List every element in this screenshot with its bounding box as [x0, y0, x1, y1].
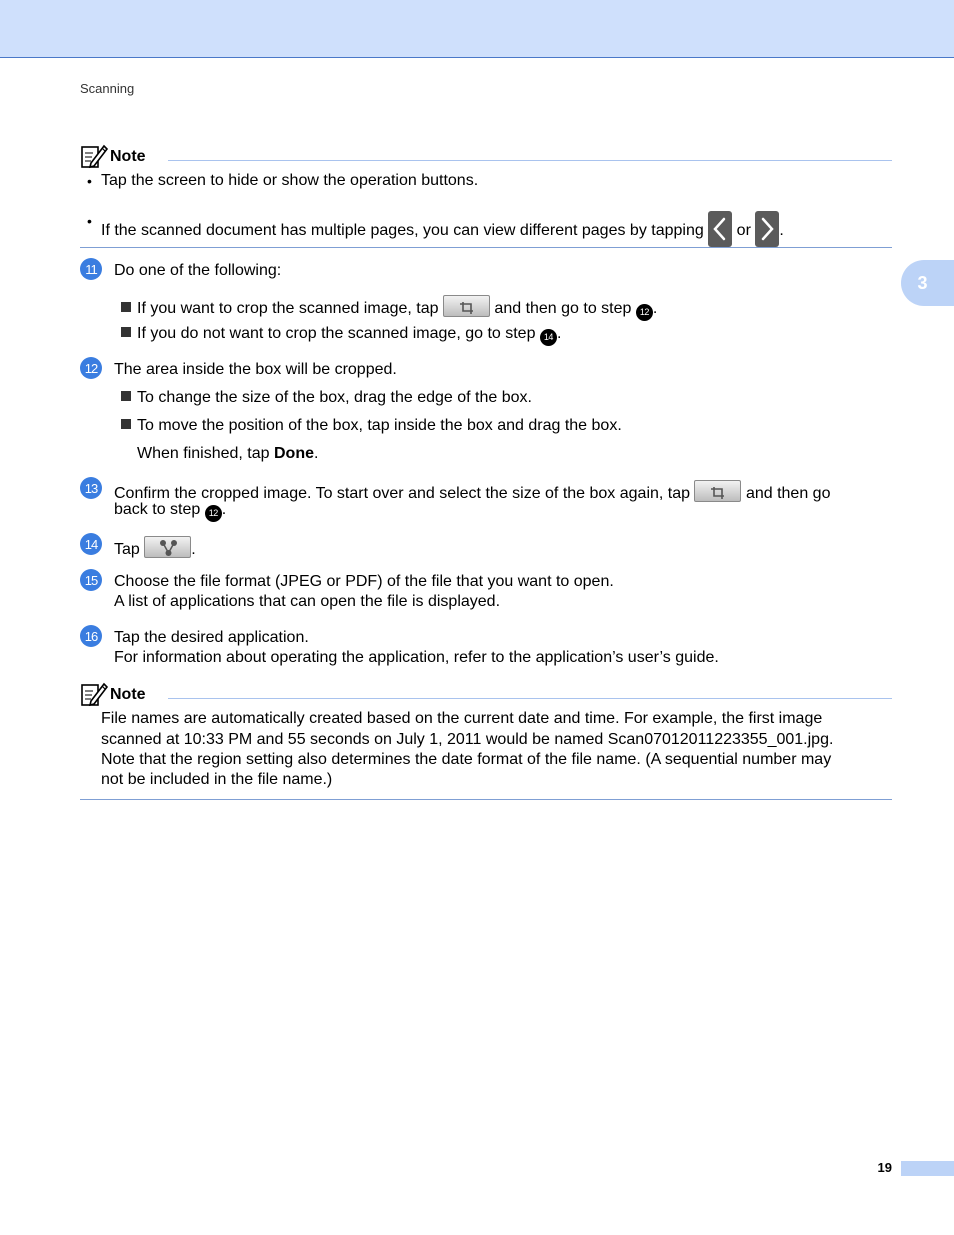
period: . — [652, 300, 658, 317]
crop-button[interactable] — [443, 295, 490, 317]
step-16-line-2: For information about operating the application, refer to the application’s user’s guide. — [114, 649, 719, 666]
period: . — [191, 541, 196, 558]
chevron-left-icon — [708, 211, 732, 247]
note-footer-rule — [80, 247, 892, 248]
step-reference: 12 — [636, 304, 653, 321]
section-title: Scanning — [80, 81, 135, 96]
step-number: 12 — [80, 357, 102, 379]
option-text: To change the size of the box, drag the edge of the box. — [137, 389, 532, 406]
header-band — [0, 0, 954, 58]
done-label: Done — [273, 445, 314, 462]
pencil-note-icon — [80, 681, 108, 707]
step-number: 14 — [80, 533, 102, 555]
step-11-text: Do one of the following: — [114, 262, 282, 279]
step-14-text — [114, 536, 196, 560]
step-number: 11 — [80, 258, 102, 280]
step-reference: 12 — [205, 505, 222, 522]
crop-icon — [444, 296, 491, 318]
note-bullet-1: Tap the screen to hide or show the operation buttons. — [101, 172, 479, 189]
square-bullet — [121, 419, 131, 429]
note-2-line-4: not be included in the file name.) — [101, 771, 333, 788]
step-text: back to step — [114, 501, 201, 518]
step-number: 13 — [80, 477, 102, 499]
note-2-line-3: Note that the region setting also determines the date format of the file name. (A sequential number may — [101, 751, 832, 768]
bullet: • — [87, 213, 92, 229]
note-2-line-2: scanned at 10:33 PM and 55 seconds on July 1, 2011 would be named Scan07012011223355_001.jpg. — [101, 731, 834, 748]
chapter-tab: 3 — [901, 260, 954, 306]
finish-text: When finished, tap — [137, 445, 270, 462]
step-16-line-1: Tap the desired application. — [114, 629, 309, 646]
pencil-note-icon — [80, 143, 108, 169]
step-12-finish — [137, 444, 318, 464]
step-text: Confirm the cropped image. To start over and select the size of the box again, tap — [114, 485, 691, 502]
previous-page-button[interactable] — [708, 211, 732, 247]
step-reference: 14 — [540, 329, 557, 346]
note-header — [80, 681, 892, 709]
chevron-right-icon — [755, 211, 779, 247]
period: . — [221, 501, 227, 518]
option-text: and then go to step — [494, 300, 632, 317]
square-bullet — [121, 391, 131, 401]
step-12-option-1 — [121, 388, 532, 408]
note-bullet-2-end: . — [779, 222, 784, 239]
step-text: Tap — [114, 541, 140, 558]
next-page-button[interactable] — [755, 211, 779, 247]
note-2-line-1: File names are automatically created based on the current date and time. For example, the first image — [101, 710, 823, 727]
note-rule — [168, 698, 892, 699]
note-header — [80, 143, 892, 171]
step-15-line-1: Choose the file format (JPEG or PDF) of the file that you want to open. — [114, 573, 614, 590]
crop-button[interactable] — [694, 480, 741, 502]
share-button[interactable] — [144, 536, 191, 558]
step-number: 16 — [80, 625, 102, 647]
period: . — [313, 445, 319, 462]
note-label: Note — [110, 686, 146, 703]
period: . — [556, 325, 562, 342]
step-11-option-2 — [121, 324, 561, 346]
crop-icon — [695, 481, 742, 503]
step-12-text: The area inside the box will be cropped. — [114, 361, 397, 378]
note-label: Note — [110, 148, 146, 165]
option-text: If you do not want to crop the scanned image, go to step — [137, 325, 536, 342]
step-15-line-2: A list of applications that can open the file is displayed. — [114, 593, 501, 610]
step-11-option-1 — [121, 295, 657, 321]
note-bullet-2 — [101, 211, 784, 247]
step-text: and then go — [745, 485, 831, 502]
note-footer-rule — [80, 799, 892, 800]
step-13-line-2 — [114, 500, 226, 522]
note-bullet-2-or: or — [736, 222, 751, 239]
option-text: If you want to crop the scanned image, tap — [137, 300, 439, 317]
option-text: To move the position of the box, tap inside the box and drag the box. — [137, 417, 622, 434]
square-bullet — [121, 302, 131, 312]
note-rule — [168, 160, 892, 161]
step-number: 15 — [80, 569, 102, 591]
note-bullet-2-text: If the scanned document has multiple pages, you can view different pages by tapping — [101, 222, 704, 239]
page-number: 19 — [877, 1160, 892, 1175]
page-bar — [901, 1161, 954, 1176]
step-12-option-2 — [121, 416, 622, 436]
share-icon — [145, 537, 192, 559]
square-bullet — [121, 327, 131, 337]
bullet: • — [87, 173, 92, 189]
